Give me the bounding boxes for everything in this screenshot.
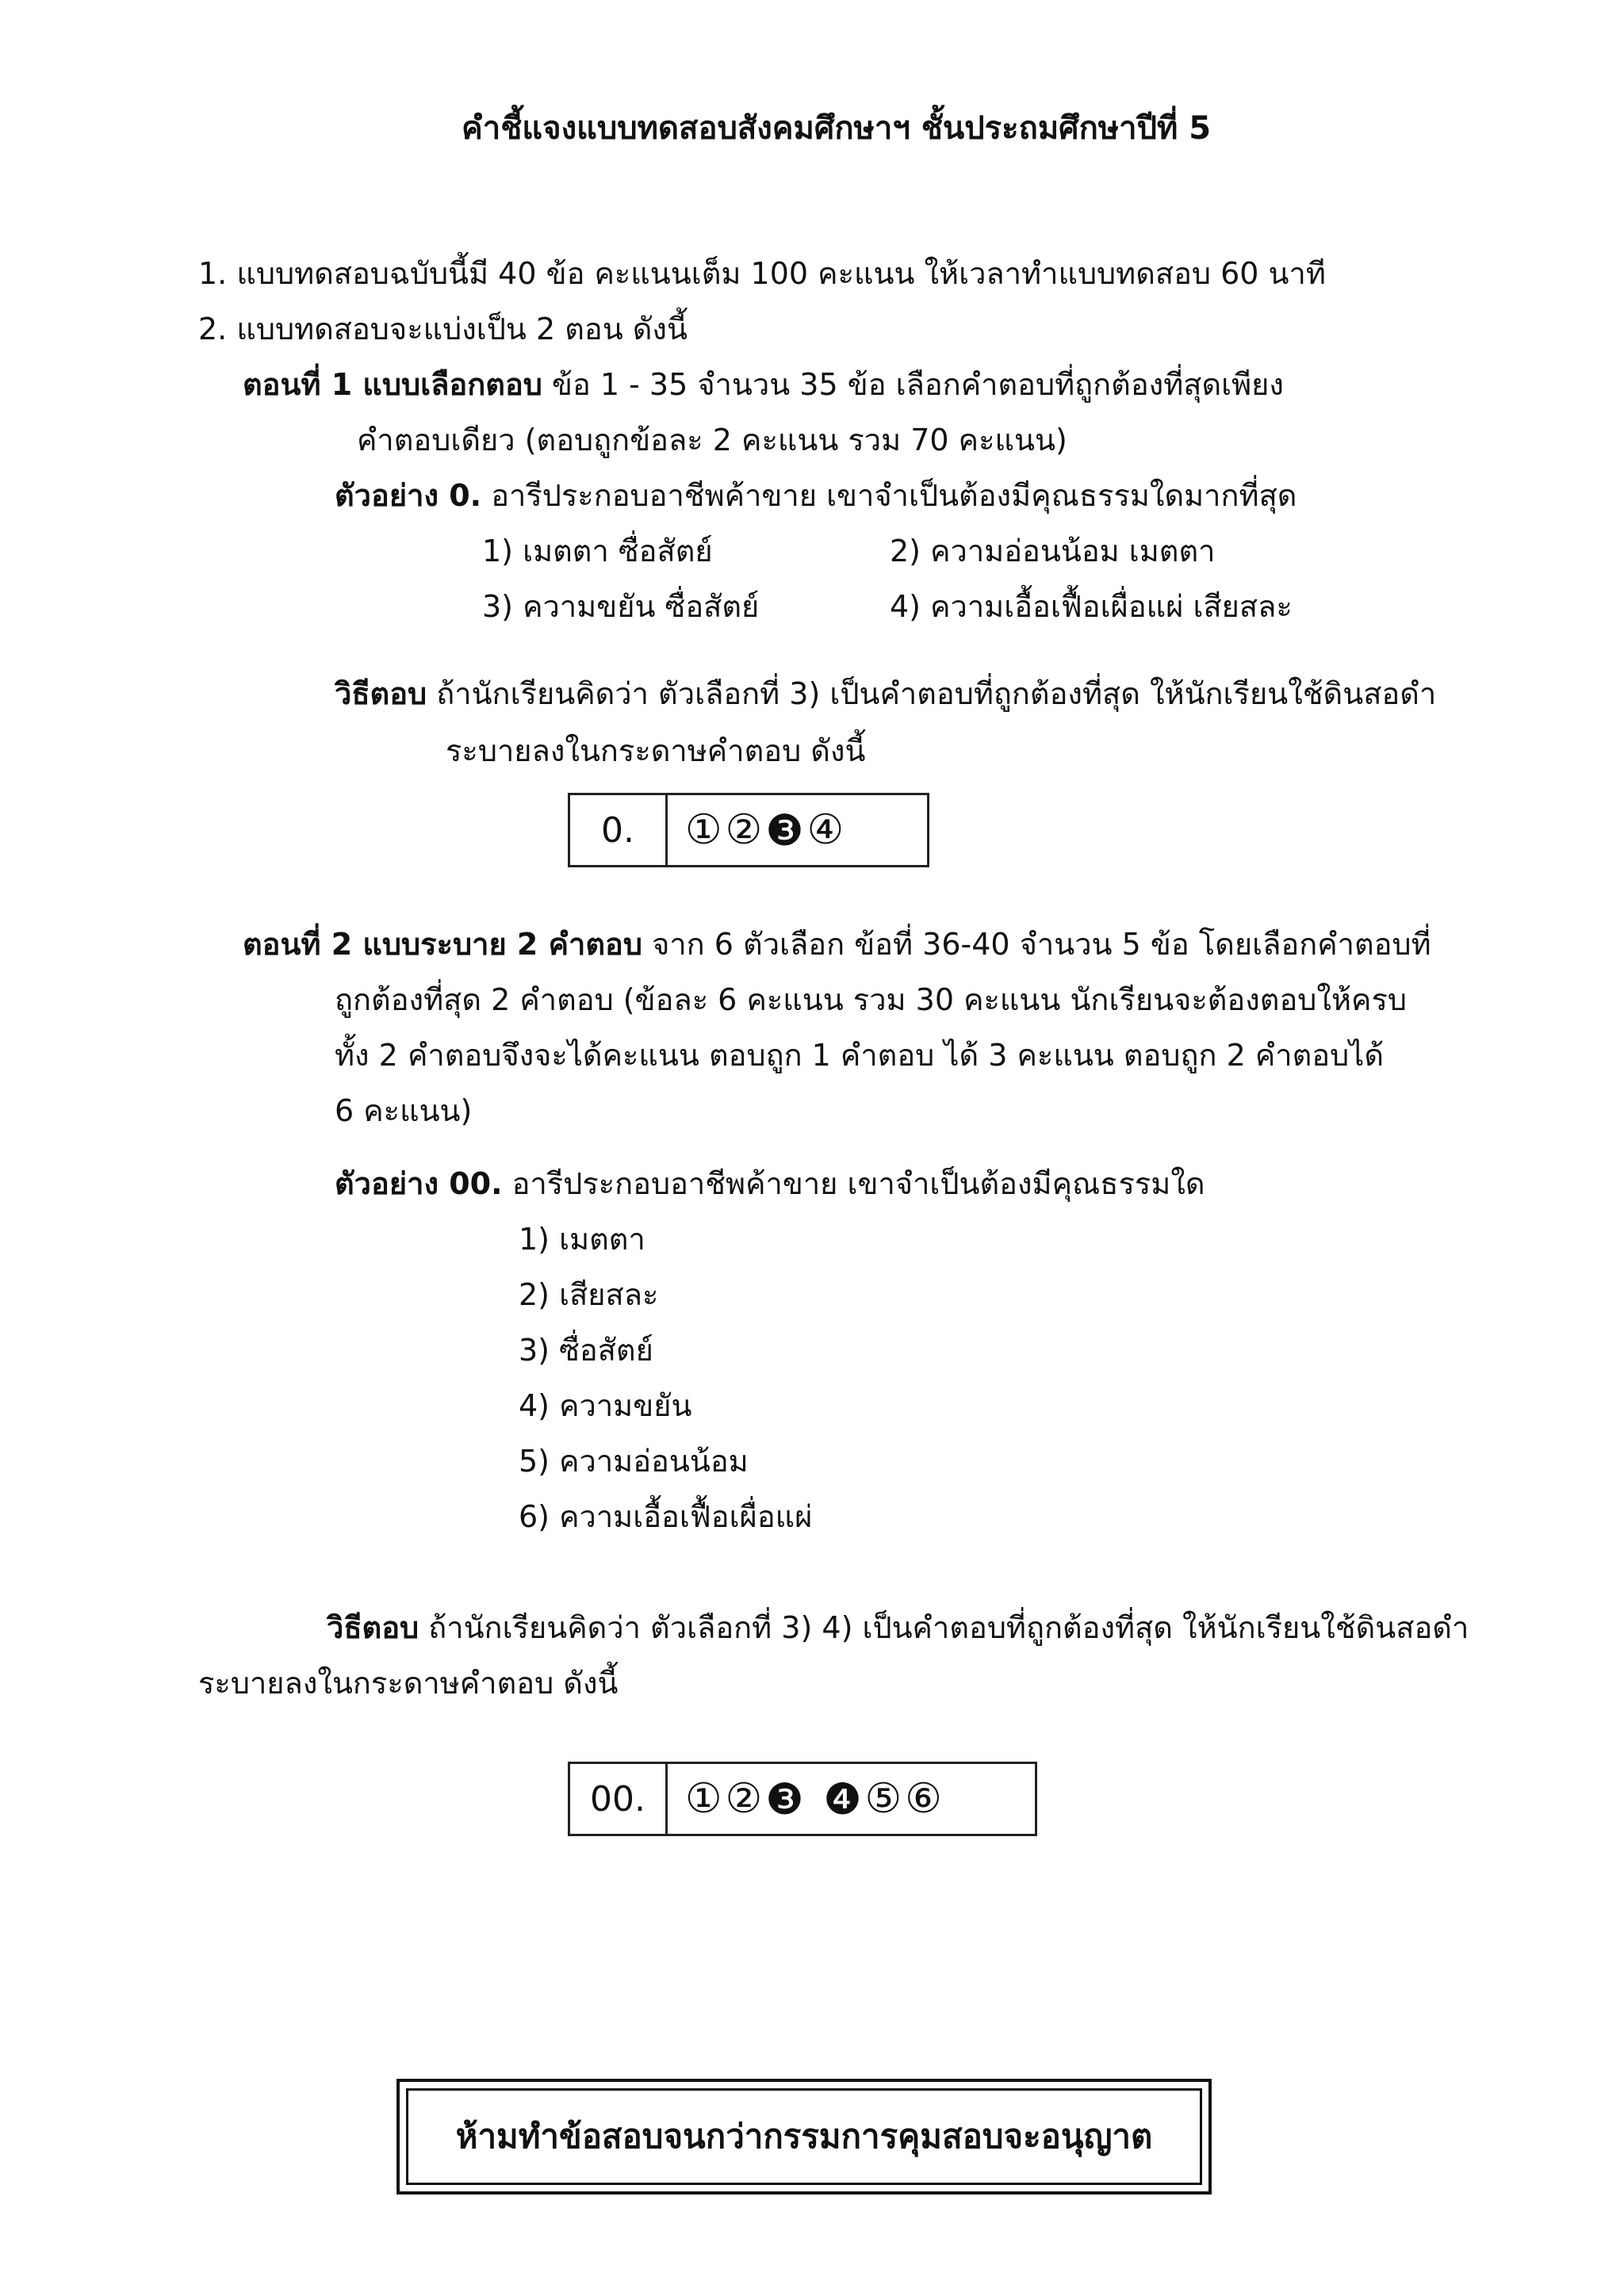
part2-line4: 6 คะแนน) (335, 1093, 473, 1128)
rule-1: 1. แบบทดสอบฉบับนี้มี 40 ข้อ คะแนนเต็ม 100 คะแนน ให้เวลาทำแบบทดสอบ 60 นาที (198, 256, 1326, 291)
part2-method-label: วิธีตอบ (327, 1610, 419, 1645)
answer-bubbles (668, 795, 847, 865)
bubble-3-filled-icon: ❸ (765, 805, 807, 855)
part1-intro-line (243, 369, 1284, 400)
part1-method-line1: ถ้านักเรียนคิดว่า ตัวเลือกที่ 3) เป็นคำตอบที่ถูกต้องที่สุด ให้นักเรียนใช้ดินสอดำ (427, 676, 1437, 711)
part2-line2: ถูกต้องที่สุด 2 คำตอบ (ข้อละ 6 คะแนน รวม 30 คะแนน นักเรียนจะต้องตอบให้ครบ (335, 982, 1407, 1017)
part1-example-question: อารีประกอบอาชีพค้าขาย เขาจำเป็นต้องมีคุณธรรมใดมากที่สุด (481, 478, 1297, 513)
part2-method-line1: ถ้านักเรียนคิดว่า ตัวเลือกที่ 3) 4) เป็นคำตอบที่ถูกต้องที่สุด ให้นักเรียนใช้ดินสอดำ (419, 1610, 1469, 1645)
part2-option-6: 6) ความเอื้อเฟื้อเผื่อแผ่ (519, 1499, 813, 1534)
part1-line1: ข้อ 1 - 35 จำนวน 35 ข้อ เลือกคำตอบที่ถูกต้องที่สุดเพียง (542, 367, 1284, 402)
part1-option-1: 1) เมตตา ซื่อสัตย์ (482, 534, 713, 568)
bubble-2-icon: ② (725, 806, 766, 854)
bubble-4-icon: ④ (806, 806, 848, 854)
bubble-spacer (807, 1775, 824, 1823)
part1-method-label: วิธีตอบ (335, 676, 427, 711)
answer-number: 0. (570, 795, 668, 865)
bubble-1-icon: ① (685, 806, 726, 854)
part1-heading: ตอนที่ 1 แบบเลือกตอบ (243, 367, 542, 402)
answer-bubbles (668, 1764, 945, 1834)
part1-example (335, 480, 1297, 511)
part1-option-2: 2) ความอ่อนน้อม เมตตา (890, 534, 1216, 568)
part2-example-label: ตัวอย่าง 00. (335, 1166, 503, 1201)
rule-2: 2. แบบทดสอบจะแบ่งเป็น 2 ตอน ดังนี้ (198, 312, 688, 346)
part1-example-label: ตัวอย่าง 0. (335, 478, 482, 513)
part2-method (327, 1610, 1469, 1645)
answer-box-example-00 (568, 1762, 1037, 1836)
part2-option-3: 3) ซื่อสัตย์ (519, 1333, 653, 1368)
part2-option-1: 1) เมตตา (519, 1222, 645, 1257)
bubble-3-filled-icon: ❸ (765, 1774, 807, 1824)
bubble-2-icon: ② (725, 1775, 766, 1823)
page-title: คำชี้แจงแบบทดสอบสังคมศึกษาฯ ชั้นประถมศึกษาปีที่ 5 (462, 110, 1212, 147)
part1-method-line2: ระบายลงในกระดาษคำตอบ ดังนี้ (446, 733, 866, 768)
part2-method-line2: ระบายลงในกระดาษคำตอบ ดังนี้ (198, 1666, 619, 1701)
bubble-6-icon: ⑥ (905, 1775, 945, 1823)
part1-method (335, 676, 1437, 711)
part2-line3: ทั้ง 2 คำตอบจึงจะได้คะแนน ตอบถูก 1 คำตอบ ได้ 3 คะแนน ตอบถูก 2 คำตอบได้ (335, 1038, 1385, 1073)
part2-option-4: 4) ความขยัน (519, 1388, 692, 1423)
part1-line2: คำตอบเดียว (ตอบถูกข้อละ 2 คะแนน รวม 70 คะแนน) (357, 423, 1067, 457)
answer-box-example-0 (568, 793, 929, 867)
part2-example-question: อารีประกอบอาชีพค้าขาย เขาจำเป็นต้องมีคุณธรรมใด (502, 1166, 1205, 1201)
part2-line1: จาก 6 ตัวเลือก ข้อที่ 36-40 จำนวน 5 ข้อ โดยเลือกคำตอบที่ (642, 927, 1431, 962)
answer-number: 00. (570, 1764, 668, 1834)
part2-example (335, 1166, 1205, 1201)
part2-intro-line (243, 927, 1431, 962)
part2-option-5: 5) ความอ่อนน้อม (519, 1444, 749, 1479)
part2-option-2: 2) เสียสละ (519, 1277, 659, 1312)
bubble-5-icon: ⑤ (864, 1775, 906, 1823)
part2-heading: ตอนที่ 2 แบบระบาย 2 คำตอบ (243, 927, 642, 962)
part1-option-4: 4) ความเอื้อเฟื้อเผื่อแผ่ เสียสละ (890, 589, 1293, 624)
part1-option-3: 3) ความขยัน ซื่อสัตย์ (482, 589, 760, 624)
bubble-4-filled-icon: ❹ (823, 1774, 865, 1824)
warning-text: ห้ามทำข้อสอบจนกว่ากรรมการคุมสอบจะอนุญาต (406, 2088, 1202, 2185)
warning-box (396, 2079, 1212, 2195)
bubble-1-icon: ① (685, 1775, 726, 1823)
